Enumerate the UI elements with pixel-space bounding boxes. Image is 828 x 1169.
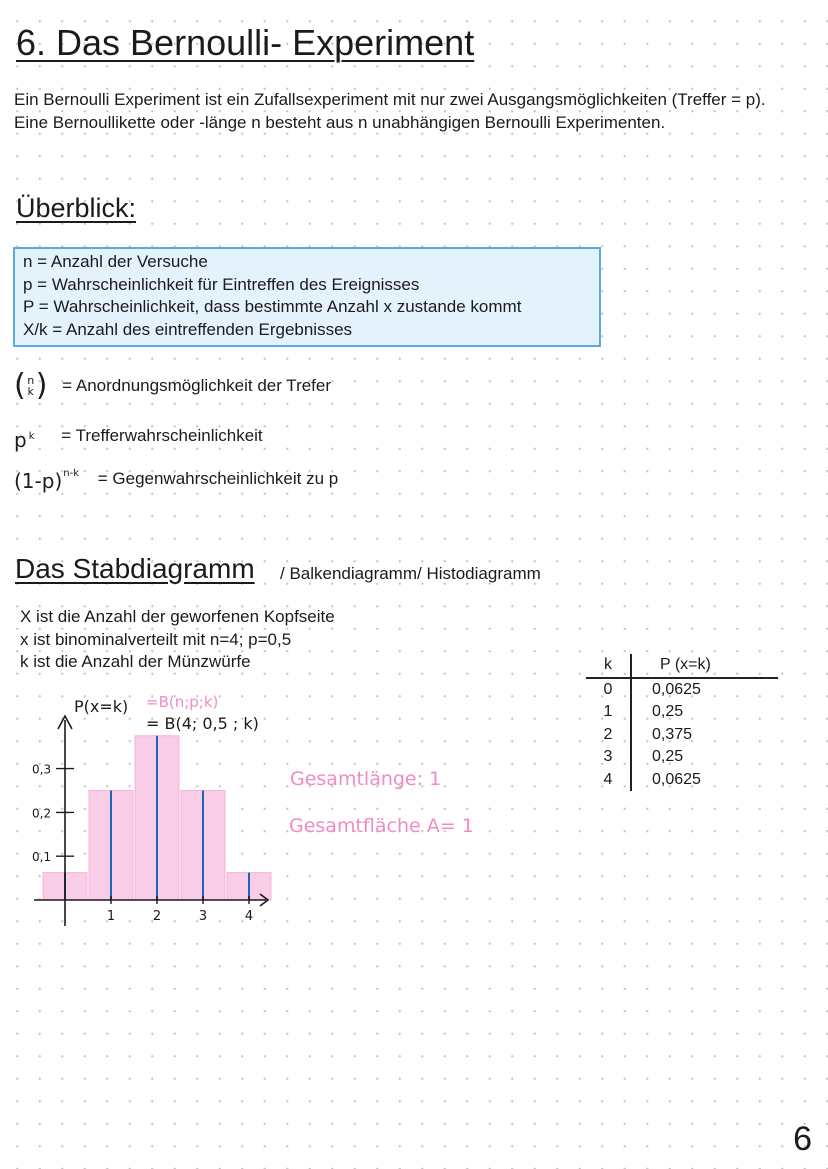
table-row (586, 724, 778, 747)
x-description (20, 606, 335, 674)
bar-chart (0, 680, 440, 940)
table-cell-p: 0,375 (652, 725, 693, 743)
overview-line-n: n = Anzahl der Versuche (23, 252, 208, 271)
x-desc-line-2: x ist binominalverteilt mit n=4; p=0,5 (20, 629, 292, 649)
overview-line-p: p = Wahrscheinlichkeit für Eintreffen des Ereignisses (23, 274, 420, 294)
y-ticks-group (32, 763, 74, 865)
x-tick-label: 3 (198, 909, 208, 924)
diagram-subheading: / Balkendiagramm/ Histodiagramm (280, 564, 541, 583)
overview-box (13, 247, 601, 347)
y-title: P(x=k) (74, 697, 129, 716)
table-row (586, 678, 778, 702)
page-title: 6. Das Bernoulli- Experiment (16, 22, 475, 63)
table-header-row (586, 654, 778, 678)
pk-text: = Trefferwahrscheinlichkeit (61, 426, 263, 445)
table-cell-k: 4 (586, 769, 631, 792)
overview-heading: Überblick: (16, 193, 137, 223)
table-cell-p: 0,0625 (652, 680, 701, 698)
page-number: 6 (793, 1120, 812, 1158)
diagram-heading: Das Stabdiagramm (15, 553, 255, 584)
gegen-row (14, 468, 338, 493)
y-tick-label: 0,1 (32, 850, 52, 865)
binom-n: n (27, 374, 35, 387)
gesamtlaenge-note: Gesamtlänge: 1 (290, 768, 442, 790)
y-tick-label: 0,3 (32, 762, 52, 777)
gegen-text: = Gegenwahrscheinlichkeit zu p (97, 469, 339, 488)
x-desc-line-3: k ist die Anzahl der Münzwürfe (20, 652, 251, 671)
binomial-coefficient: ( (14, 368, 26, 403)
table-header-p: P (x=k) (631, 654, 778, 678)
formula: = B(4; 0,5 ; k) (146, 714, 259, 733)
table-cell-k: 1 (586, 701, 631, 724)
binom-row: ( n k) = Anordnungsmöglichkeit der Trefer (14, 368, 332, 403)
table-row (586, 769, 778, 792)
x-tick-label: 4 (244, 909, 254, 924)
table-header-k: k (586, 654, 631, 678)
table-cell-k: 3 (586, 746, 631, 769)
table-cell-k: 0 (586, 678, 631, 702)
intro-paragraph: Ein Bernoulli Experiment ist ein Zufallsexperiment mit nur zwei Ausgangsmöglichkeiten (Treffer = p). Eine Bernoullikette oder -länge n besteht aus n unabhängigen Bernoulli Experimenten. (14, 90, 766, 132)
x-desc-line-1: X ist die Anzahl der geworfenen Kopfseite (20, 607, 335, 626)
overview-line-P: P = Wahrscheinlichkeit, dass bestimmte Anzahl x zustande kommt (23, 297, 522, 316)
pk-row (14, 426, 263, 452)
table-cell-p: 0,25 (652, 703, 684, 720)
table-row (586, 701, 778, 724)
table-cell-k: 2 (586, 724, 631, 747)
table-row (586, 746, 778, 769)
overview-line-xk: X/k = Anzahl des eintreffenden Ergebnisses (23, 319, 353, 339)
probability-table (586, 654, 778, 791)
pk-symbol: p $^k$ (14, 428, 35, 452)
pink-formula: =B(n;p;k) (146, 693, 219, 711)
x-tick-label: 1 (106, 909, 116, 924)
x-tick-label: 2 (152, 909, 162, 924)
gegen-symbol: $(1-p)^{n-k}$ (14, 468, 79, 493)
y-tick-label: 0,2 (32, 806, 52, 821)
gesamtflaeche-note: Gesamtfläche A= 1 (289, 815, 474, 837)
binom-text: = Anordnungsmöglichkeit der Trefer (62, 376, 332, 395)
binom-k: k (27, 385, 34, 398)
table-cell-p: 0,0625 (652, 770, 701, 788)
table-cell-p: 0,25 (652, 748, 684, 765)
